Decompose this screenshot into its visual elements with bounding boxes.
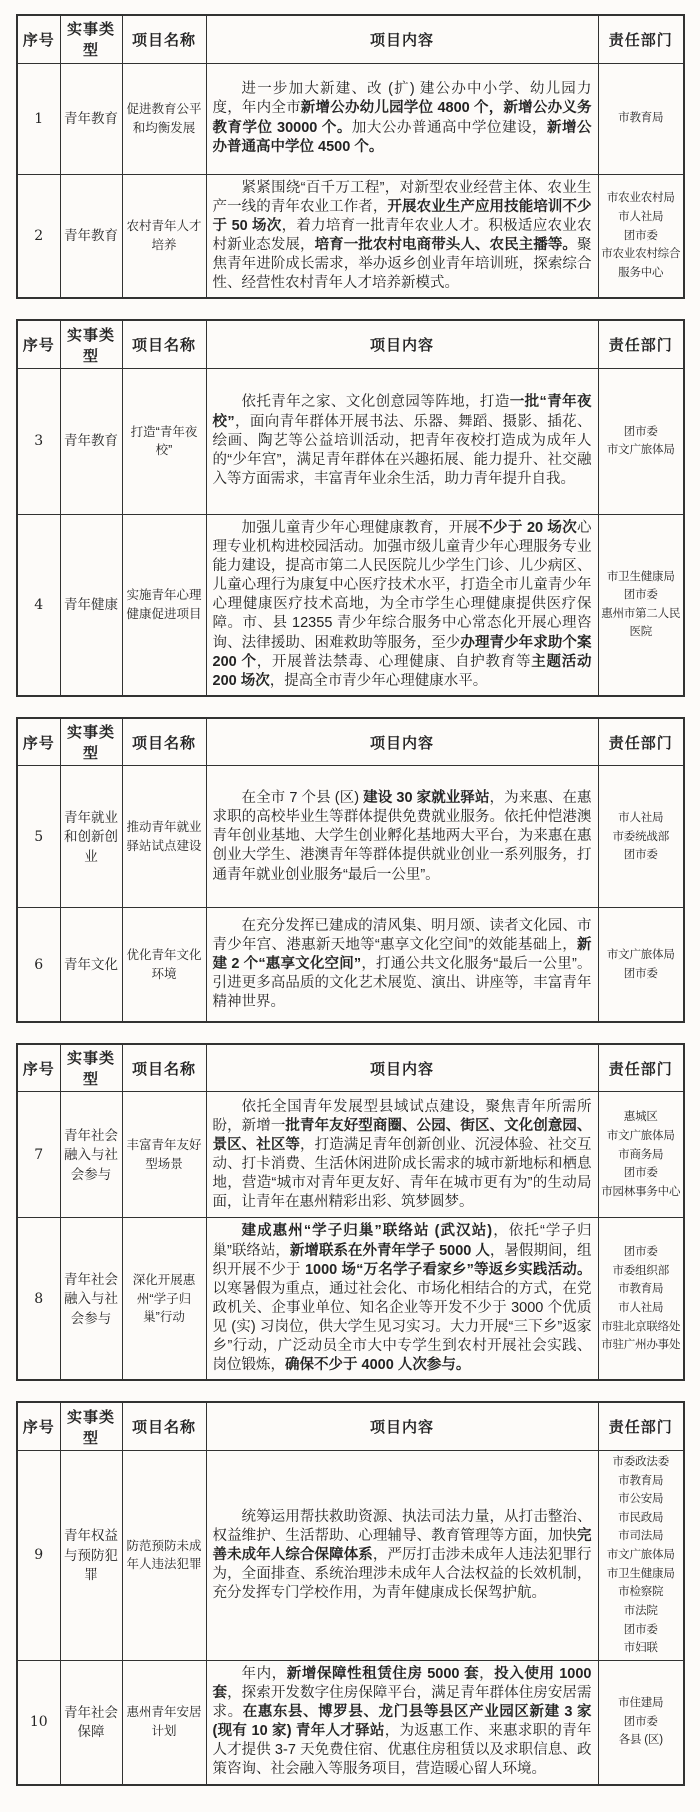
column-header-1: 序号 [17,718,60,766]
table-row-9 [17,1450,684,1660]
department: 市教育局 [618,1474,664,1487]
projects-table-3 [16,717,685,1023]
department: 市人社局 [618,811,664,824]
row-4-departments [598,514,684,696]
table-row-3 [17,368,684,514]
row-8-project-content [206,1218,598,1381]
department: 市驻广州办事处 [601,1339,681,1352]
department: 市人社局 [618,210,664,223]
department: 市委组织部 [612,1264,669,1277]
project-content-text: 进一步加大新建、改 (扩) 建公办中小学、幼儿园力度，年内全市新增公办幼儿园学位 4800 个，新增公办义务教育学位 30000 个。加大公办普通高中学位建设，新增公办普通高中学位 4500 个。 [212,81,592,155]
department: 市人社局 [618,1301,664,1314]
column-header-5: 责任部门 [598,718,684,766]
department: 团市委 [623,1167,658,1180]
project-content-text: 在充分发挥已建成的清风集、明月颂、读者文化园、市青少年宫、港惠新天地等“惠享文化空间”的效能基础上，新建 2 个“惠享文化空间”，打通公共文化服务“最后一公里”。引进更多高品质的文化艺术展览、演出、讲座等，丰富青年精神世界。 [212,917,592,1011]
project-content-text: 建成惠州“学子归巢”联络站 (武汉站)，依托“学子归巢”联络站，新增联系在外青年学子 5000 人，暑假期间，组织开展不少于 1000 场“万名学子看家乡”等返乡实践活动。以寒暑假为重点，通过社会化、市场化相结合的方式，在党政机关、企事业单位、知名企业等开发不少于 3000 个优质见 (实) 习岗位，供大学生见习实习。大力开展“三下乡”返家乡”行动，广泛动员全市大中专学生到农村开展社会实践、岗位锻炼，确保不少于 4000 人次参与。 [212,1223,592,1374]
row-3-type: 青年教育 [60,368,122,514]
row-2-departments [598,174,684,298]
department: 市农业农村局 [606,192,675,205]
row-1-number: 1 [17,63,60,174]
column-header-3: 项目名称 [122,320,206,368]
department: 市检察院 [618,1586,664,1599]
row-1-type: 青年教育 [60,63,122,174]
department: 市法院 [623,1604,658,1617]
department: 市文广旅体局 [606,1129,675,1142]
row-8-number: 8 [17,1218,60,1381]
column-header-1: 序号 [17,1044,60,1092]
column-header-1: 序号 [17,320,60,368]
department: 团市委 [623,589,658,602]
row-7-departments [598,1092,684,1218]
row-1-project-content [206,63,598,174]
department: 市教育局 [618,112,664,125]
project-content-text: 紧紧围绕“百千万工程”，对新型农业经营主体、农业生产一线的青年农业工作者，开展农业生产应用技能培训不少于 50 场次，着力培育一批青年农业人才。积极适应农业农村新业态发展，培育一批农村电商带头人、农民主播等。聚焦青年进阶成长需求，举办返乡创业青年培训班，探索综合性、经营性农村青年人才培养新模式。 [212,179,592,292]
row-9-project-content [206,1450,598,1660]
row-5-number: 5 [17,766,60,908]
column-header-5: 责任部门 [598,15,684,63]
row-3-project-name: 打造“青年夜校” [122,368,206,514]
row-7-type: 青年社会融入与社会参与 [60,1092,122,1218]
department: 市园林事务中心 [601,1185,681,1198]
row-2-number: 2 [17,174,60,298]
project-content-text: 在全市 7 个县 (区) 建设 30 家就业驿站，为来惠、在惠求职的高校毕业生等群体提供免费就业服务。依托仲恺港澳青年创业基地、大学生创业孵化基地两大平台，为来惠在惠创业大学生、港澳青年等群体提供就业创业一系列服务，打通青年就业创业服务“最后一公里”。 [212,790,592,883]
column-header-4: 项目内容 [206,15,598,63]
row-3-project-content [206,368,598,514]
department: 市商务局 [618,1148,664,1161]
row-1-project-name: 促进教育公平和均衡发展 [122,63,206,174]
department: 团市委 [623,229,658,242]
department: 团市委 [623,967,658,980]
row-1-departments [598,63,684,174]
row-6-number: 6 [17,908,60,1022]
column-header-5: 责任部门 [598,1044,684,1092]
row-10-number: 10 [17,1660,60,1784]
column-header-3: 项目名称 [122,1044,206,1092]
row-10-project-name: 惠州青年安居计划 [122,1660,206,1784]
row-10-type: 青年社会保障 [60,1660,122,1784]
table-row-4 [17,514,684,696]
department: 团市委 [623,1623,658,1636]
department: 团市委 [623,425,658,438]
department: 市文广旅体局 [606,444,675,457]
table-row-6 [17,908,684,1022]
row-10-project-content [206,1660,598,1784]
row-4-project-content [206,514,598,696]
project-content-text: 依托青年之家、文化创意园等阵地，打造一批“青年夜校”，面向青年群体开展书法、乐器、舞蹈、摄影、插花、绘画、陶艺等公益培训活动，把青年夜校打造成为成年人的“少年宫”，满足青年群体在兴趣拓展、能力提升、社交融入等方面需求，丰富青年业余生活，助力青年提升自我。 [212,394,592,487]
department: 市委政法委 [612,1455,669,1468]
projects-table-5 [16,1401,685,1785]
row-5-project-content [206,766,598,908]
department: 市委统战部 [612,830,669,843]
row-9-number: 9 [17,1450,60,1660]
project-content-text: 年内，新增保障性租赁住房 5000 套，投入使用 1000 套，探索开发数字住房保障平台，满足青年群体住房安居需求。在惠东县、博罗县、龙门县等县区产业园区新建 3 家 (现有 10 家) 青年人才驿站，为返惠工作、来惠求职的青年人才提供 3-7 天免费住宿、优惠住房租赁以及求职信息、政策咨询、社会融入等服务项目，营造暖心留人环境。 [212,1665,592,1778]
row-8-type: 青年社会融入与社会参与 [60,1218,122,1381]
department: 市卫生健康局 [606,570,675,583]
department: 市司法局 [618,1530,664,1543]
row-7-project-content [206,1092,598,1218]
row-4-type: 青年健康 [60,514,122,696]
row-5-type: 青年就业和创新创业 [60,766,122,908]
row-2-project-content [206,174,598,298]
department: 市农业农村综合服务中心 [601,248,681,279]
row-9-type: 青年权益与预防犯罪 [60,1450,122,1660]
header-row [17,1044,684,1092]
department: 团市委 [623,1246,658,1258]
department: 市驻北京联络处 [601,1320,681,1333]
department: 市文广旅体局 [606,1549,675,1561]
header-row [17,1402,684,1450]
department: 各县 (区) [618,1734,663,1747]
column-header-4: 项目内容 [206,1044,598,1092]
project-content-text: 加强儿童青少年心理健康教育，开展不少于 20 场次心理专业机构进校园活动。加强市级儿童青少年心理服务专业能力建设，提高市第二人民医院儿少学生门诊、儿少病区、儿童心理行为康复中心医疗技术水平，打造全市儿童青少年心理健康医疗技术高地，为全市学生心理健康提供医疗保障。市、县 12355 青少年综合服务中心常态化开展心理咨询、法律援助、困难救助等服务，至少办理青少年求助个案 200 个，开展普法禁毒、心理健康、自护教育等主题活动 200 场次，提高全市青少年心理健康水平。 [212,519,592,689]
department: 市公安局 [618,1493,664,1506]
row-6-project-name: 优化青年文化环境 [122,908,206,1022]
department: 惠州市第二人民医院 [601,607,681,639]
row-5-project-name: 推动青年就业驿站试点建设 [122,766,206,908]
table-row-10 [17,1660,684,1784]
column-header-5: 责任部门 [598,320,684,368]
column-header-4: 项目内容 [206,320,598,368]
projects-table-1 [16,14,685,299]
header-row [17,718,684,766]
project-content-text: 依托全国青年发展型县域试点建设，聚焦青年所需所盼，新增一批青年友好型商圈、公园、街区、文化创意园、景区、社区等，打造满足青年创新创业、沉浸体验、社交互动、打卡消费、生活休闲进阶成长需求的城市新地标和栖息地，营造“城市对青年更友好、青年在城市更有为”的生动局面，让青年在惠州精彩出彩、筑梦圆梦。 [212,1098,592,1211]
department: 市妇联 [623,1642,658,1655]
row-4-number: 4 [17,514,60,696]
department: 市教育局 [618,1283,664,1296]
projects-table-2 [16,319,685,697]
column-header-4: 项目内容 [206,1402,598,1450]
header-row [17,320,684,368]
row-6-project-content [206,908,598,1022]
row-6-type: 青年文化 [60,908,122,1022]
header-row [17,15,684,63]
row-7-number: 7 [17,1092,60,1218]
project-content-text: 统筹运用帮扶救助资源、执法司法力量，从打击整治、权益维护、生活帮助、心理辅导、教育管理等方面，加快完善未成年人综合保障体系，严厉打击涉未成年人违法犯罪行为，全面排查、系统治理涉未成年人合法权益的长效机制，充分发挥专门学校作用，为青年健康成长保驾护航。 [212,1508,592,1601]
row-8-departments [598,1218,684,1381]
column-header-2: 实事类型 [60,320,122,368]
column-header-5: 责任部门 [598,1402,684,1450]
row-2-project-name: 农村青年人才培养 [122,174,206,298]
row-4-project-name: 实施青年心理健康促进项目 [122,514,206,696]
row-9-departments [598,1450,684,1660]
row-5-departments [598,766,684,908]
row-2-type: 青年教育 [60,174,122,298]
column-header-3: 项目名称 [122,718,206,766]
column-header-2: 实事类型 [60,15,122,63]
column-header-3: 项目名称 [122,15,206,63]
department: 团市委 [623,1715,658,1728]
row-3-departments [598,368,684,514]
department: 市卫生健康局 [606,1567,675,1580]
row-9-project-name: 防范预防未成年人违法犯罪 [122,1450,206,1660]
table-row-5 [17,766,684,908]
row-7-project-name: 丰富青年友好型场景 [122,1092,206,1218]
column-header-2: 实事类型 [60,1044,122,1092]
department: 市民政局 [618,1511,664,1524]
column-header-3: 项目名称 [122,1402,206,1450]
table-row-1 [17,63,684,174]
row-10-departments [598,1660,684,1784]
department: 团市委 [623,849,658,862]
column-header-2: 实事类型 [60,718,122,766]
row-8-project-name: 深化开展惠州“学子归巢”行动 [122,1218,206,1381]
department: 市住建局 [618,1697,664,1710]
column-header-4: 项目内容 [206,718,598,766]
column-header-1: 序号 [17,15,60,63]
department: 市文广旅体局 [606,949,675,961]
table-row-8 [17,1218,684,1381]
department: 惠城区 [623,1111,658,1124]
column-header-1: 序号 [17,1402,60,1450]
row-3-number: 3 [17,368,60,514]
table-row-7 [17,1092,684,1218]
projects-table-4 [16,1043,685,1382]
table-row-2 [17,174,684,298]
column-header-2: 实事类型 [60,1402,122,1450]
row-6-departments [598,908,684,1022]
